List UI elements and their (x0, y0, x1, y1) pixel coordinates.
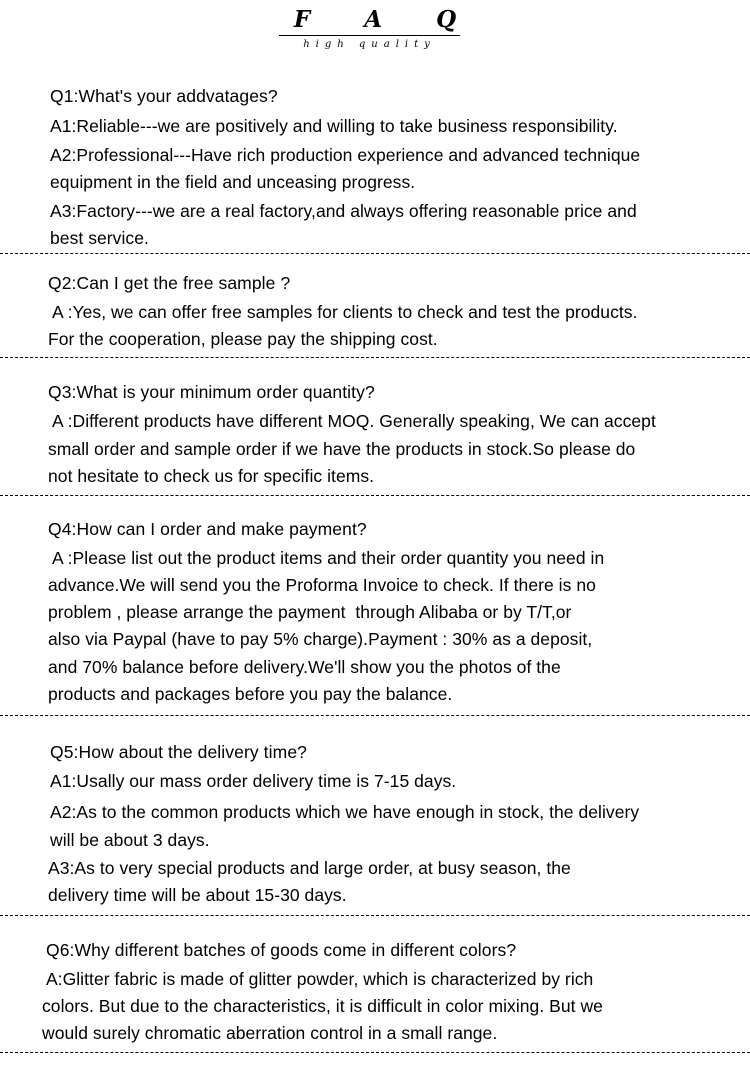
section-divider (0, 357, 750, 358)
faq-question-5: Q5:How about the delivery time? (50, 742, 307, 762)
faq-answer-line: A1:Reliable---we are positively and willing to take business responsibility. (50, 116, 618, 136)
section-divider (0, 1052, 750, 1053)
faq-answer-line: and 70% balance before delivery.We'll show you the photos of the (48, 657, 561, 677)
faq-answer-line: A :Yes, we can offer free samples for clients to check and test the products. (48, 302, 638, 322)
faq-answer-line: A :Different products have different MOQ. Generally speaking, We can accept (48, 411, 656, 431)
faq-answer-line: small order and sample order if we have the products in stock.So please do (48, 439, 636, 459)
faq-answer-line: also via Paypal (have to pay 5% charge).Payment : 30% as a deposit, (48, 629, 593, 649)
faq-question-1: Q1:What's your addvatages? (50, 86, 278, 106)
faq-header (0, 0, 750, 70)
faq-answer-line: delivery time will be about 15-30 days. (48, 885, 347, 905)
faq-subtitle: high quality (303, 39, 436, 50)
faq-answer-line: not hesitate to check us for specific items. (48, 466, 375, 486)
faq-answer-line: A2:Professional---Have rich production experience and advanced technique (50, 145, 641, 165)
faq-question-3: Q3:What is your minimum order quantity? (48, 382, 375, 402)
faq-answer-line: will be about 3 days. (50, 830, 210, 850)
faq-answer-line: colors. But due to the characteristics, it is difficult in color mixing. But we (42, 996, 603, 1016)
section-divider (0, 915, 750, 916)
faq-answer-line: A:Glitter fabric is made of glitter powder, which is characterized by rich (42, 969, 594, 989)
faq-answer-line: A3:Factory---we are a real factory,and always offering reasonable price and (50, 201, 637, 221)
faq-answer-line: A3:As to very special products and large order, at busy season, the (48, 858, 571, 878)
section-divider (0, 715, 750, 716)
faq-answer-line: equipment in the field and unceasing progress. (50, 172, 416, 192)
section-divider (0, 495, 750, 496)
faq-question-2: Q2:Can I get the free sample ? (48, 273, 291, 293)
faq-question-4: Q4:How can I order and make payment? (48, 519, 367, 539)
faq-answer-line: A :Please list out the product items and their order quantity you need in (48, 548, 605, 568)
faq-question-6: Q6:Why different batches of goods come in different colors? (46, 940, 517, 960)
faq-title: F A Q (293, 6, 480, 33)
faq-answer-line: For the cooperation, please pay the shipping cost. (48, 329, 438, 349)
faq-answer-line: best service. (50, 228, 149, 248)
section-divider (0, 253, 750, 254)
faq-answer-line: advance.We will send you the Proforma Invoice to check. If there is no (48, 575, 596, 595)
header-rule (279, 35, 460, 36)
faq-answer-line: A2:As to the common products which we have enough in stock, the delivery (50, 802, 640, 822)
faq-answer-line: A1:Usally our mass order delivery time is 7-15 days. (50, 771, 457, 791)
faq-answer-line: products and packages before you pay the balance. (48, 684, 453, 704)
faq-answer-line: problem , please arrange the payment through Alibaba or by T/T,or (48, 602, 572, 622)
faq-answer-line: would surely chromatic aberration control in a small range. (42, 1023, 498, 1043)
